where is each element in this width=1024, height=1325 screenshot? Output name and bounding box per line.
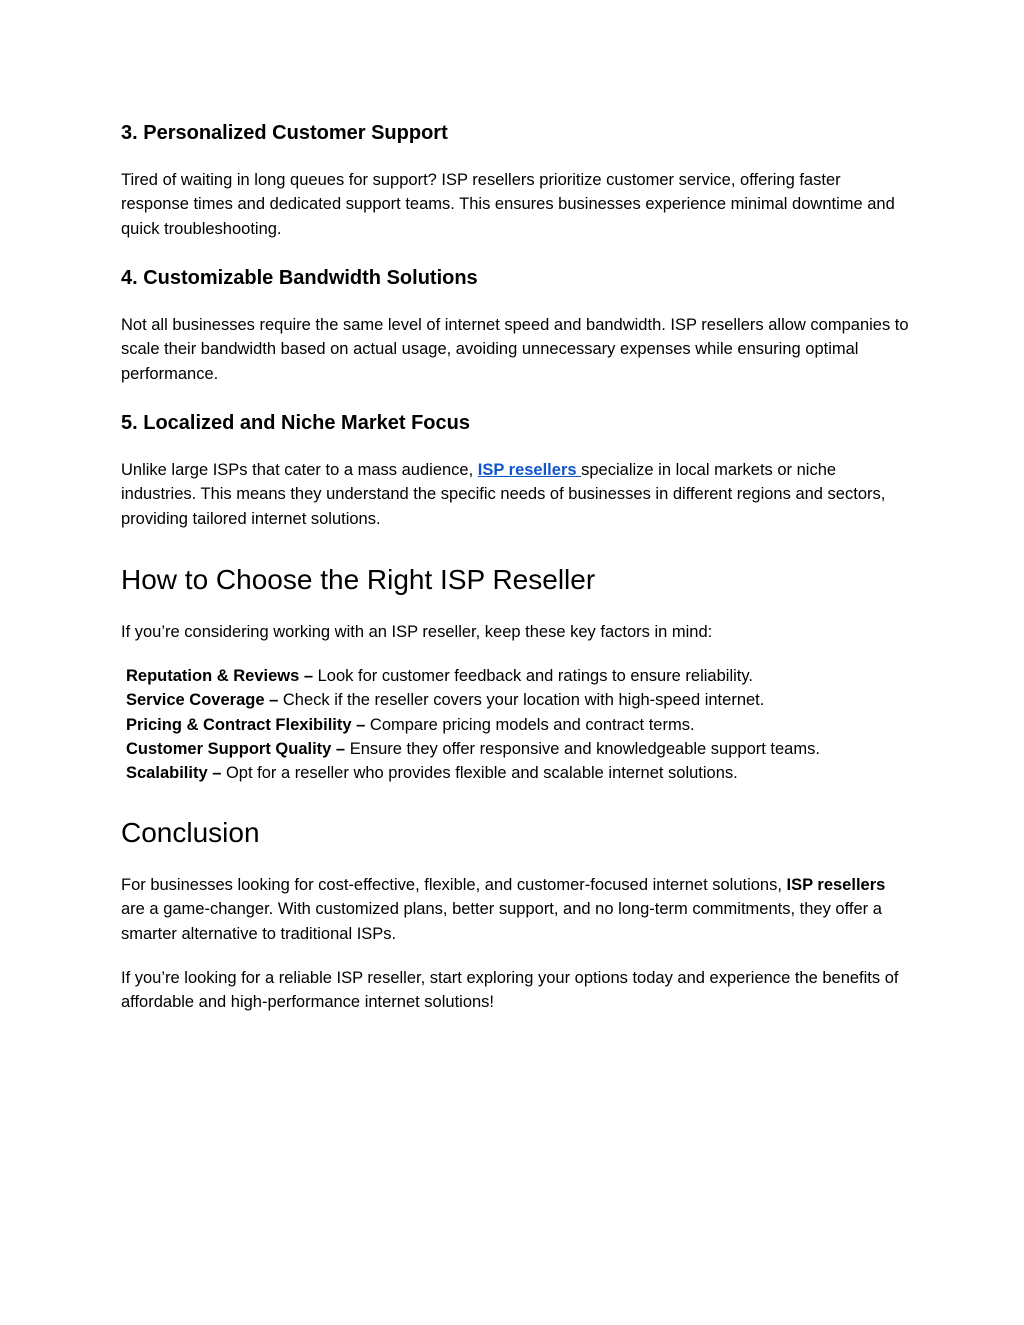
- list-item: [126, 737, 916, 761]
- factor-label: Service Coverage –: [126, 691, 279, 710]
- conclusion-p1-start: For businesses looking for cost-effective, flexible, and customer-focused internet solutions,: [121, 876, 787, 894]
- factor-text: Check if the reseller covers your location with high-speed internet.: [278, 691, 765, 710]
- factor-label: Reputation & Reviews –: [126, 667, 314, 685]
- isp-resellers-link[interactable]: ISP resellers: [477, 461, 582, 479]
- factor-text: Opt for a reseller who provides flexible and scalable internet solutions.: [221, 764, 738, 783]
- section-4-heading: 4. Customizable Bandwidth Solutions: [121, 267, 478, 289]
- conclusion-heading: Conclusion: [121, 817, 260, 848]
- factor-list: [126, 664, 916, 785]
- factor-label: Customer Support Quality –: [126, 739, 346, 758]
- choose-intro: If you’re considering working with an ISP reseller, keep these key factors in mind:: [121, 623, 713, 641]
- choose-heading: How to Choose the Right ISP Reseller: [121, 564, 596, 595]
- list-item: [126, 664, 916, 688]
- conclusion-p1-bold: ISP resellers: [786, 876, 886, 894]
- section-5-body-end: specialize in local markets or niche industries. This means they understand the specific needs of businesses in different regions and sectors, providing tailored internet solutions.: [121, 461, 886, 528]
- list-item: [126, 713, 916, 737]
- section-5-heading: 5. Localized and Niche Market Focus: [121, 412, 470, 434]
- section-4-body: Not all businesses require the same level of internet speed and bandwidth. ISP resellers allow companies to scale their bandwidth based on actual usage, avoiding unnecessary expenses while ensuring optimal performance.: [121, 316, 909, 383]
- factor-label: Scalability –: [126, 764, 222, 783]
- list-item: [126, 761, 916, 785]
- section-3-body: Tired of waiting in long queues for support? ISP resellers prioritize customer service, offering faster response times and dedicated support teams. This ensures businesses experience minimal downtime and quick troubleshooting.: [121, 171, 895, 238]
- factor-text: Compare pricing models and contract terms.: [365, 715, 695, 734]
- factor-label: Pricing & Contract Flexibility –: [126, 715, 366, 734]
- section-3-heading: 3. Personalized Customer Support: [121, 122, 448, 144]
- conclusion-p1-end: are a game-changer. With customized plans, better support, and no long-term commitments, they offer a smarter alternative to traditional ISPs.: [121, 900, 882, 943]
- list-item: [126, 688, 916, 712]
- conclusion-paragraph-1: [121, 873, 911, 946]
- conclusion-paragraph-2: If you’re looking for a reliable ISP reseller, start exploring your options today and experience the benefits of affordable and high-performance internet solutions!: [121, 969, 899, 1012]
- section-5-body: [121, 458, 911, 531]
- factor-text: Look for customer feedback and ratings to ensure reliability.: [313, 667, 753, 685]
- section-5-body-start: Unlike large ISPs that cater to a mass audience,: [121, 461, 478, 479]
- factor-text: Ensure they offer responsive and knowledgeable support teams.: [345, 739, 820, 758]
